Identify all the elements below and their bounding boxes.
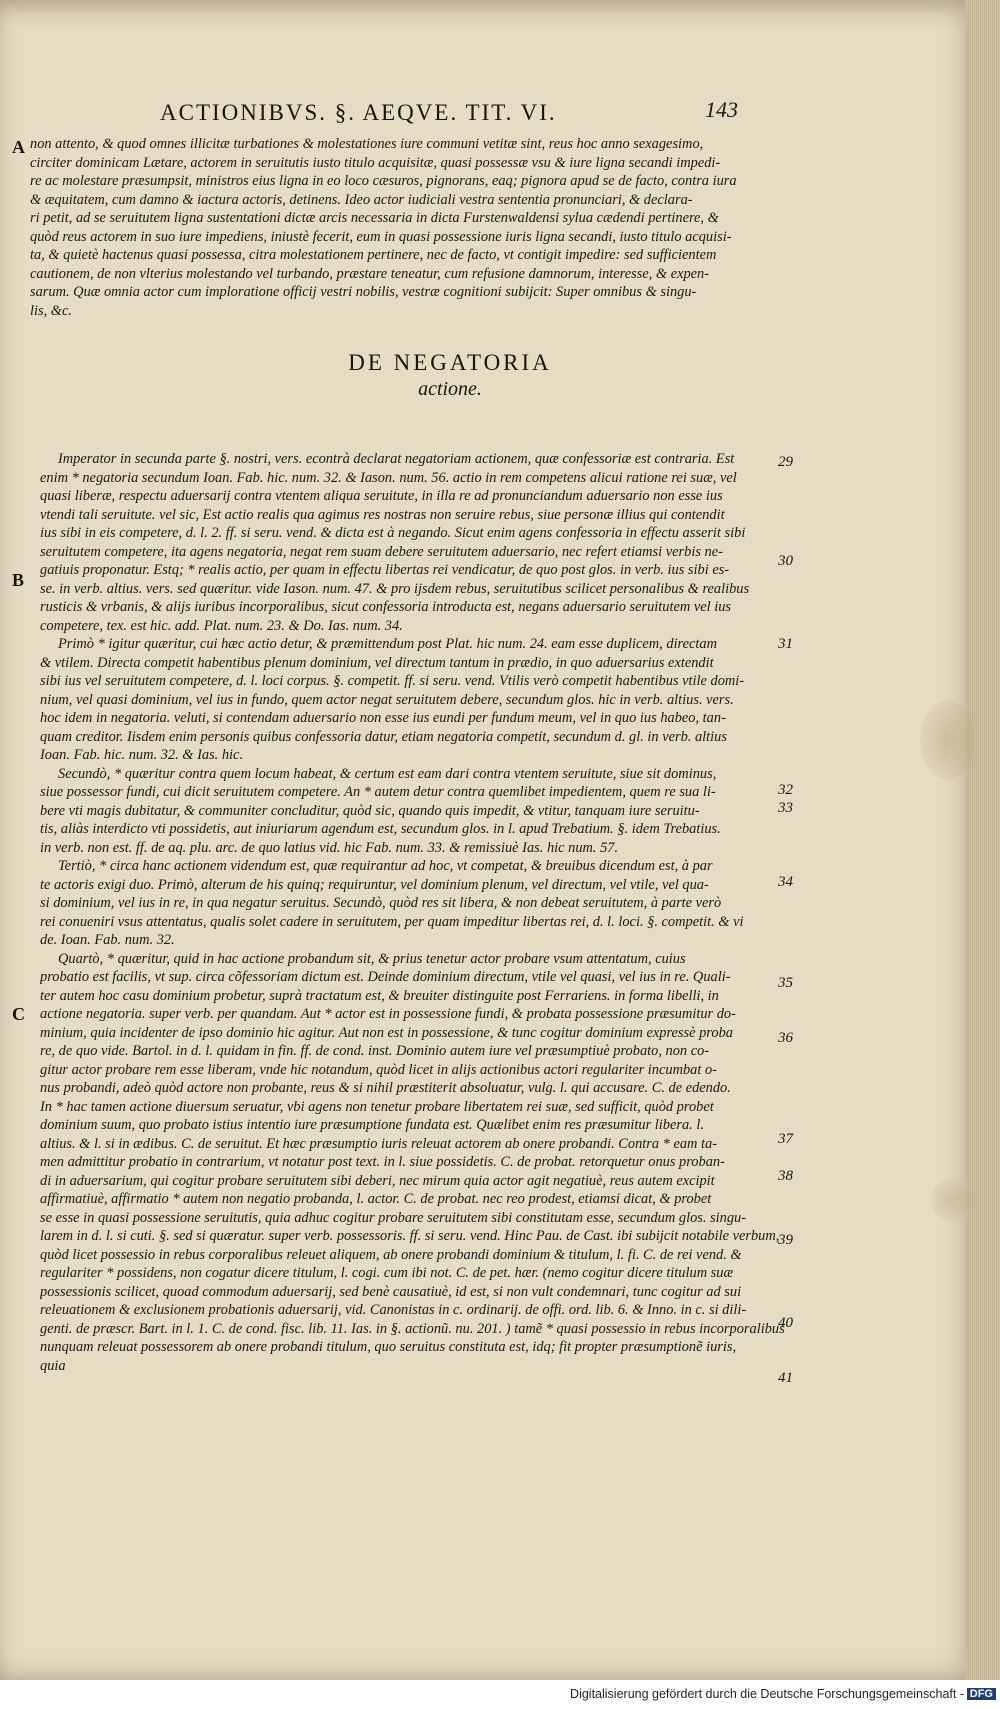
text-line: rei conueniri vsus attentatus, qualis solet cadere in seruitutem, per quam impeditur libertas rei, d. l. loci. §. competit. & vi xyxy=(40,913,744,930)
text-line: ius sibi in eis competere, d. l. 2. ff. si seru. vend. & dicta est à negando. Sicut enim agens confessoria in effectu asserit sibi xyxy=(40,525,746,541)
paragraph-block-main xyxy=(40,450,785,1375)
running-header: ACTIONIBVS. §. AEQVE. TIT. VI. xyxy=(160,100,557,125)
margin-number: 34 xyxy=(778,874,793,890)
margin-number: 41 xyxy=(778,1370,793,1386)
text-line: altius. & l. si in ædibus. C. de seruitut. Et hæc præsumptio iuris releuat actorem ab onere probandi. Contra * eam ta- xyxy=(40,1135,718,1152)
text-line: enim * negatoria secundum Ioan. Fab. hic. num. 32. & Iason. num. 56. actio in rem competens alicui ratione rei suæ, vel xyxy=(40,469,737,486)
text-line: gatiuis proponatur. Estq; * realis actio, per quam in effectu libertas rei vendicatur, de quo post glos. in verb. ius sibi es- xyxy=(40,562,730,578)
text-line: de. Ioan. Fab. num. 32. xyxy=(40,932,175,948)
text-line: sarum. Quæ omnia actor cum imploratione officij vestri nobilis, vestræ cognitioni subijcit: Super omnibus & singu- xyxy=(30,284,697,300)
text-line: affirmatiuè, affirmatio * autem non negatio probanda, l. actor. C. de probat. nec reo prodest, etiamsi dicat, & probet xyxy=(40,1191,712,1207)
margin-number: 31 xyxy=(778,636,793,652)
margin-number: 36 xyxy=(778,1030,793,1046)
page-edges xyxy=(965,0,1000,1680)
text-line: vtendi tali seruitute. vel sic, Est actio realis qua agimus res nostras non seruire rebus, siue personæ illius qui contendit xyxy=(40,506,725,523)
text-line: lis, &c. xyxy=(30,302,72,319)
margin-number: 32 xyxy=(778,782,793,798)
margin-number: 39 xyxy=(778,1232,793,1248)
text-line: quam creditor. Iisdem enim personis quibus confessoria datur, etiam negatoria competit, secundum d. gl. in verb. altius xyxy=(40,728,727,745)
text-line: si dominium, vel ius in re, in qua negatur seruitus. Secundò, quòd res sit libera, & non debeat seruitutem, à parte verò xyxy=(40,895,722,911)
margin-number: 35 xyxy=(778,975,793,991)
text-line: te actoris exigi duo. Primò, alterum de his quinq; requiruntur, vel dominium plenum, vel directum, vel vtile, vel qua- xyxy=(40,876,709,893)
margin-number: 40 xyxy=(778,1315,793,1331)
text-line: Ioan. Fab. hic. num. 32. & Ias. hic. xyxy=(40,747,244,763)
dfg-logo: DFG xyxy=(967,1688,996,1700)
text-line: & vtilem. Directa competit habentibus plenum dominium, vel directum tantum in prædio, in quo aduersarius extendit xyxy=(40,654,714,671)
text-line: in verb. non est. ff. de aq. plu. arc. de quo latius vid. hic Fab. num. 33. & remissiuè Ias. hic num. 57. xyxy=(40,839,619,856)
text-line: gitur actor probare rem esse liberam, vnde hic notandum, quòd licet in alijs actionibus actori regulariter incumbat o- xyxy=(40,1061,717,1078)
text-line: tis, aliàs interdicto vti possidetis, aut iniuriarum agendum est, secundum glos. in l. apud Trebatium. §. idem Trebatius. xyxy=(40,821,721,837)
text-line: bere vti magis dubitatur, & communiter concluditur, quòd sic, quando quis impedit, & vtitur, tanquam iure seruitu- xyxy=(40,802,700,819)
text-line: sibi ius vel seruitutem competere, d. l. loci corpus. §. competit. ff. si seru. vend. Vtilis verò competit habentibus vtile domi- xyxy=(40,673,745,689)
page-number: 143 xyxy=(705,97,738,122)
text-line: ri petit, ad se seruitutem ligna sustentationi dictæ arcis necessaria in dicta Furstenwaldensi sylua cædendi pertinere, & xyxy=(30,210,719,226)
text-line: quasi liberæ, respectu aduersarij contra vtentem aliqua seruitute, in illa re ad pronunciandum aduersario non esse ius xyxy=(40,488,723,504)
footer-bar xyxy=(0,1680,1000,1709)
text-line: re ac molestare præsumpsit, ministros eius ligna in eo loco cæsuros, pignorans, eaq; pignora apud se de facto, contra iura xyxy=(30,173,737,189)
section-subtitle: actione. xyxy=(418,378,482,400)
text-line: regulariter * possidens, non cogatur dicere titulum, l. cogi. cum ibi not. C. de pet. hær. (nemo cogitur dicere titulum suæ xyxy=(40,1265,734,1281)
text-line: quòd licet possessio in rebus corporalibus releuet aliquem, ab onere probandi dominium & titulum, l. fi. C. de rei vend. & xyxy=(40,1246,742,1263)
text-line: cautionem, de non vlterius molestando vel turbando, præstare teneatur, cum refusione damnorum, interesse, & expen- xyxy=(30,265,710,282)
margin-number: 33 xyxy=(778,800,793,816)
text-line: men admittitur probatio in contrarium, vt notatur post text. in l. siue possidetis. C. de probat. retorquetur onus proban- xyxy=(40,1154,725,1170)
margin-number: 30 xyxy=(778,553,793,569)
text-line: releuationem & exclusionem probationis aduersarij, vid. Canonistas in c. ordinarij. de offi. ord. lib. 6. & Inno. in c. si dili- xyxy=(40,1302,747,1318)
text-line: nus probandi, adeò quòd actore non probante, reus & si nihil præstiterit absoluatur, vulg. l. qui accusare. C. de edendo. xyxy=(40,1080,731,1096)
text-line: Imperator in secunda parte §. nostri, vers. econtrà declarat negatoriam actionem, quæ confessoriæ est contraria. Est xyxy=(58,451,735,467)
text-line: se. in verb. altius. vers. sed quæritur. vide Iason. num. 47. & pro ijsdem rebus, seruitutibus scilicet personalibus & realibus xyxy=(40,580,750,597)
text-line: di in aduersarium, qui cogitur probare seruitutem sibi deberi, nec mirum quia actor agit negatiuè, reus autem excipit xyxy=(40,1172,715,1189)
text-line: nium, vel quasi dominium, vel ius in fundo, quem actor negat seruitutem debere, secundum glos. hic in verb. altius. vers. xyxy=(40,691,734,708)
text-line: hoc idem in negatoria. veluti, si contendam aduersario non esse ius eundi per fundum meum, vel in quo ius habeo, tan- xyxy=(40,710,726,726)
paragraph-block-top xyxy=(30,135,785,320)
text-line: seruitutem competere, ita agens negatoria, negat rem suam debere seruitutem aduersario, nec refert etiamsi verbis ne- xyxy=(40,543,723,560)
margin-letter-b: B xyxy=(12,570,25,590)
text-line: larem in d. l. si cuti. §. sed si quæratur. super verb. possessoris. ff. si seru. vend. Hinc Pau. de Cast. ibi subijcit notabile verbum, xyxy=(40,1228,780,1244)
text-line: rusticis & vrbanis, & alijs iuribus incorporalibus, sicut confessoria introducta est, negans aduersario seruitutem vel ius xyxy=(40,599,732,615)
section-title: DE NEGATORIA xyxy=(348,350,552,375)
text-line: possessionis scilicet, quoad commodum aduersarij, sed benè causatiuè, id est, si non vult condemnari, tunc cogitur ad sui xyxy=(40,1283,742,1300)
text-line: genti. de præscr. Bart. in l. 1. C. de cond. fisc. lib. 11. Ias. in §. actionũ. nu. 201. ) tamẽ * quasi possessio in rebus incorporalibus xyxy=(40,1320,785,1337)
text-line: Secundò, * quæritur contra quem locum habeat, & certum est eam dari contra vtentem seruitute, siue sit dominus, xyxy=(58,765,717,782)
text-line: ta, & quietè hactenus quasi possessa, citra molestationem pertinere, nec de facto, vt contigit impedire: sed sufficientem xyxy=(30,247,717,263)
margin-letter-a: A xyxy=(12,137,25,157)
text-line: competere, tex. est hic. add. Plat. num. 23. & Do. Ias. num. 34. xyxy=(40,617,403,634)
text-line: In * hac tamen actione diuersum seruatur, vbi agens non tenetur probare libertatem rei suæ, sed sufficit, quòd probet xyxy=(40,1098,714,1115)
text-line: ter autem hoc casu dominium probetur, suprà tractatum est, & breuiter distinguite post Ferrariens. in forma libelli, in xyxy=(40,987,719,1004)
margin-number: 37 xyxy=(778,1131,793,1147)
text-line: actione negatoria. super verb. per quandam. Aut * actor est in possessione fundi, & probata possessione præsumitur do- xyxy=(40,1006,736,1022)
text-line: Quartò, * quæritur, quid in hac actione probandum sit, & prius tenetur actor probare vsum attentatum, cuius xyxy=(58,950,686,967)
text-line: Tertiò, * circa hanc actionem videndum est, quæ requirantur ad hoc, vt competat, & breuibus dicendum est, à par xyxy=(58,858,713,874)
text-line: quia xyxy=(40,1357,66,1374)
text-line: non attento, & quod omnes illicitæ turbationes & molestationes iure communi vetitæ sint, reus hoc anno sexagesimo, xyxy=(30,136,704,152)
text-line: siue possessor fundi, cui dicit seruitutem competere. An * autem detur contra quemlibet impedientem, quem re sua li- xyxy=(40,784,716,800)
text-line: quòd reus actorem in suo iure impediens, iniustè fecerit, eum in quasi possessione iuris ligna secandi, iusto titulo acquisi- xyxy=(30,228,732,245)
margin-number: 29 xyxy=(778,454,793,470)
paper-stain xyxy=(930,1180,970,1220)
margin-number: 38 xyxy=(778,1168,793,1184)
text-line: se esse in quasi possessione seruitutis, quia adhuc cogitur probare seruitutem sibi constitutam esse, secundum glos. singu- xyxy=(40,1209,747,1226)
text-line: dominium suum, quo probato istius intentio iure præsumptione fundata est. Quælibet enim res præsumitur libera. l. xyxy=(40,1117,704,1133)
margin-letter-c: C xyxy=(12,1004,25,1024)
text-line: circiter dominicam Lætare, actorem in seruitutis iusto titulo acquisitæ, quasi possessæ vsu & iure ligna secandi impedi- xyxy=(30,154,721,171)
text-line: re, de quo vide. Bartol. in d. l. quidam in fin. ff. de cond. inst. Dominio autem iure vel præsumptiuè probato, non co- xyxy=(40,1043,710,1059)
text-line: minium, quia incidenter de ipso dominio hic agitur. Aut non est in possessione, & tunc cogitur dominium expressè proba xyxy=(40,1024,733,1041)
text-line: probatio est facilis, vt sup. circa cõfessoriam dictum est. Deinde dominium directum, vtile vel quasi, vel ius in re. Quali- xyxy=(40,969,731,985)
footer-credit: Digitalisierung gefördert durch die Deutsche Forschungsgemeinschaft - xyxy=(570,1687,964,1701)
text-line: nunquam releuat possessorem ab onere probandi titulum, quo seruitus constituta est, idq; fit propter præsumptionẽ iuris, xyxy=(40,1339,737,1355)
text-line: & æquitatem, cum damno & iactura actoris, detinens. Ideo actor iudiciali vestra sententia pronunciari, & declara- xyxy=(30,191,693,208)
text-line: Primò * igitur quæritur, cui hæc actio detur, & præmittendum post Plat. hic num. 24. eam esse duplicem, directam xyxy=(58,636,717,652)
